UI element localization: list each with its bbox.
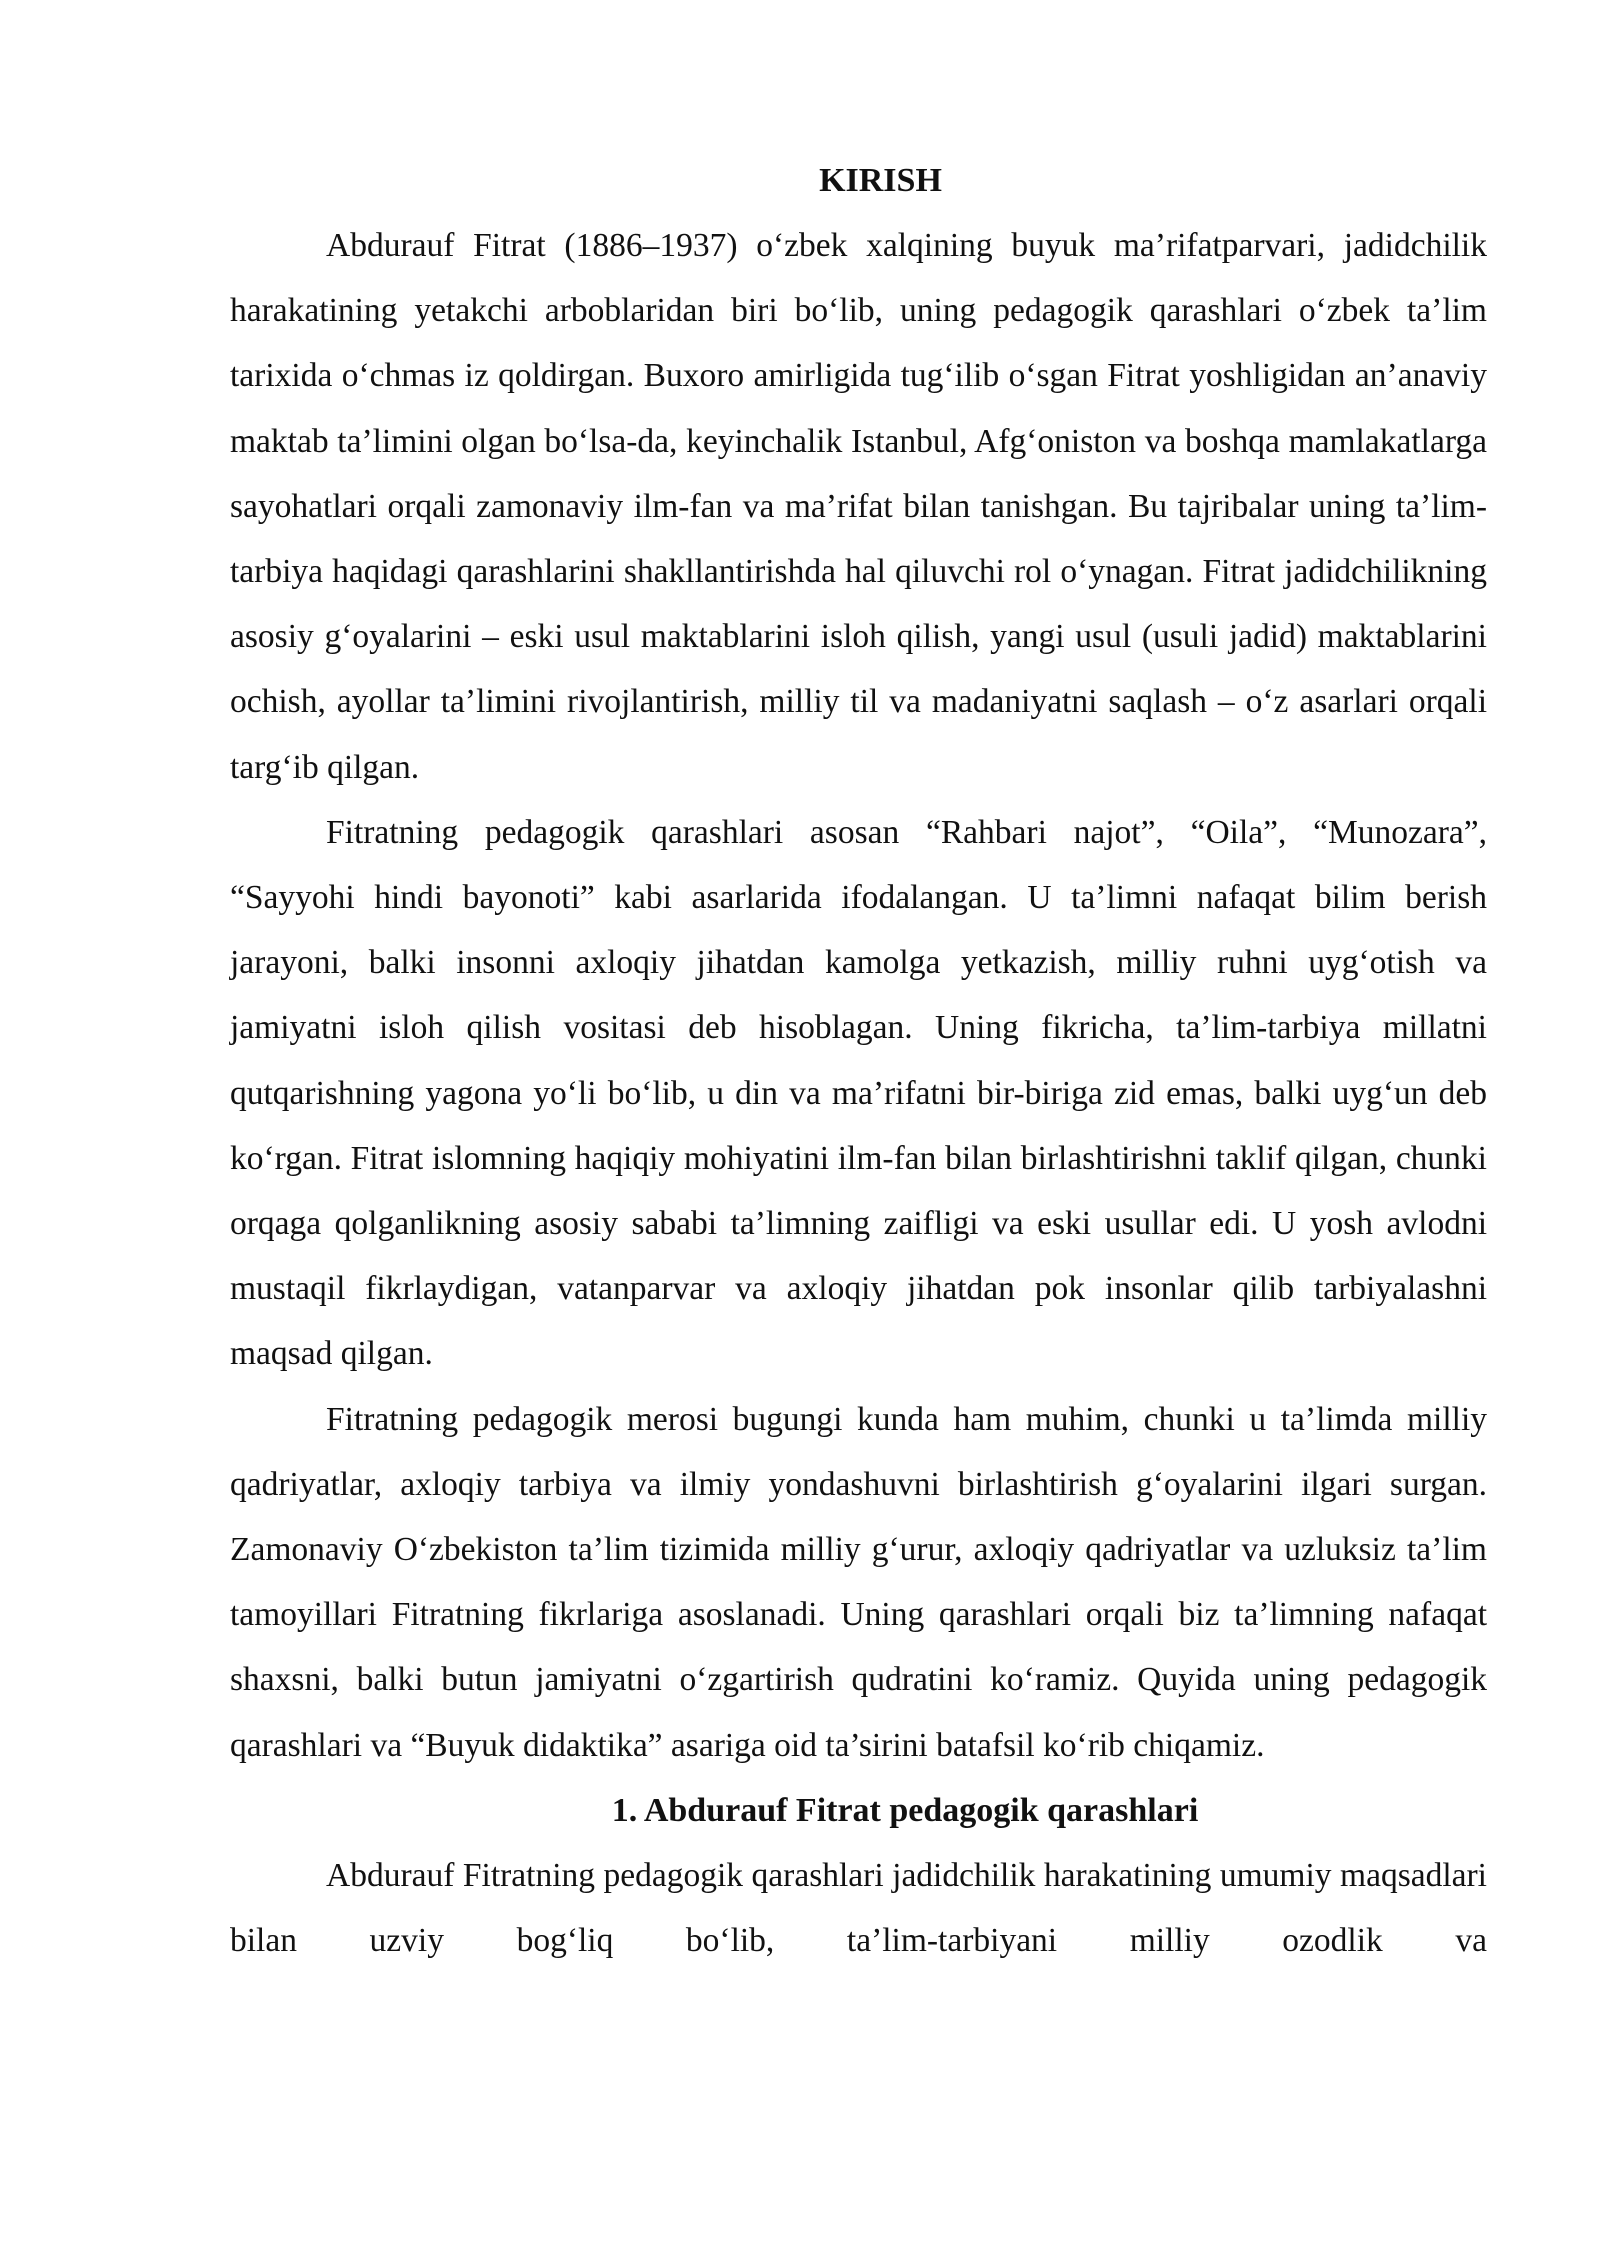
section-heading: 1. Abdurauf Fitrat pedagogik qarashlari — [611, 1791, 1199, 1829]
intro-heading: KIRISH — [819, 162, 942, 199]
document-page — [230, 148, 1487, 2148]
section-paragraph: Abdurauf Fitratning pedagogik qarashlari jadidchilik harakatining umumiy maqsadlari bilan uzviy bog‘liq bo‘lib, ta’lim-tarbiyani milliy ozodlik va — [230, 1856, 1487, 1960]
paragraph-1: Abdurauf Fitrat (1886–1937) o‘zbek xalqining buyuk ma’rifatparvari, jadidchilik harakatining yetakchi arboblaridan biri bo‘lib, uning pedagogik qarashlari o‘zbek ta’lim tarixida o‘chmas iz qoldirgan. Buxoro amirligida tug‘ilib o‘sgan Fitrat yoshligidan an’anaviy maktab ta’limini olgan bo‘lsa-da, keyinchalik Istanbul, Afg‘oniston va boshqa mamlakatlarga sayohatlari orqali zamonaviy ilm-fan va ma’rifat bilan tanishgan. Bu tajribalar uning ta’lim-tarbiya haqidagi qarashlarini shakllantirishda hal qiluvchi rol o‘ynagan. Fitrat jadidchilikning asosiy g‘oyalarini – eski usul maktablarini isloh qilish, yangi usul (usuli jadid) maktablarini ochish, ayollar ta’limini rivojlantirish, milliy til va madaniyatni saqlash – o‘z asarlari orqali targ‘ib qilgan. — [230, 227, 1487, 786]
paragraph-3: Fitratning pedagogik merosi bugungi kunda ham muhim, chunki u ta’limda milliy qadriyatlar, axloqiy tarbiya va ilmiy yondashuvni birlashtirish g‘oyalarini ilgari surgan. Zamonaviy O‘zbekiston ta’lim tizimida milliy g‘urur, axloqiy qadriyatlar va uzluksiz ta’lim tamoyillari Fitratning fikrlariga asoslanadi. Uning qarashlari orqali biz ta’limning nafaqat shaxsni, balki butun jamiyatni o‘zgartirish qudratini ko‘ramiz. Quyida uning pedagogik qarashlari va “Buyuk didaktika” asariga oid ta’sirini batafsil ko‘rib chiqamiz. — [230, 1400, 1487, 1764]
paragraph-2: Fitratning pedagogik qarashlari asosan “Rahbari najot”, “Oila”, “Munozara”, “Sayyohi hindi bayonoti” kabi asarlarida ifodalangan. U ta’limni nafaqat bilim berish jarayoni, balki insonni axloqiy jihatdan kamolga yetkazish, milliy ruhni uyg‘otish va jamiyatni isloh qilish vositasi deb hisoblagan. Uning fikricha, ta’lim-tarbiya millatni qutqarishning yagona yo‘li bo‘lib, u din va ma’rifatni bir-biriga zid emas, balki uyg‘un deb ko‘rgan. Fitrat islomning haqiqiy mohiyatini ilm-fan bilan birlashtirishni taklif qilgan, chunki orqaga qolganlikning asosiy sababi ta’limning zaifligi va eski usullar edi. U yosh avlodni mustaqil fikrlaydigan, vatanparvar va axloqiy jihatdan pok insonlar qilib tarbiyalashni maqsad qilgan. — [230, 813, 1487, 1373]
